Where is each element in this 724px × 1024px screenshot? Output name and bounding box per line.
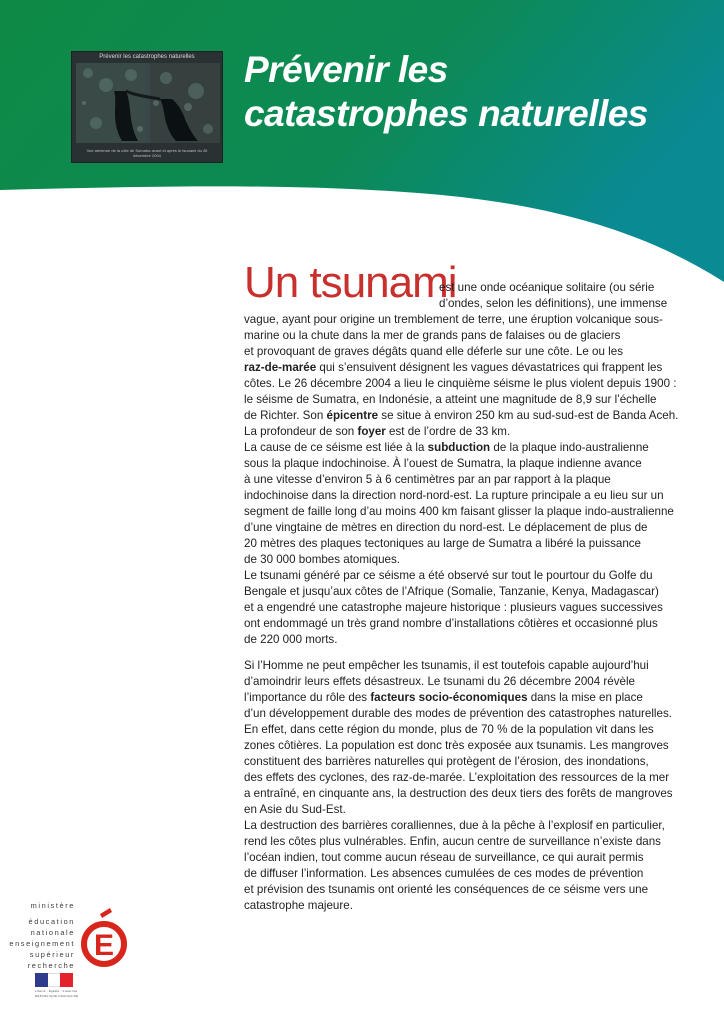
thumbnail-title: Prévenir les catastrophes naturelles: [99, 54, 195, 60]
ministry-text: ministère éducation nationale enseignement supérieur recherche: [9, 901, 75, 970]
text-line: ont endommagé un très grand nombre d’installations côtières et occasionné plus: [244, 617, 658, 630]
ministry-word: ministère: [30, 901, 75, 910]
text-line: à une vitesse d’environ 5 à 6 centimètres par an par rapport à la plaque: [244, 473, 611, 486]
text-line: et prévision des tsunamis ont orienté les conséquences de ce séisme vers une: [244, 883, 649, 896]
text-line: l’importance du rôle des facteurs socio-économiques dans la mise en place: [244, 691, 643, 704]
text-line: en Asie du Sud-Est.: [244, 803, 346, 816]
text-line: segment de faille long d’au moins 400 km faisant glisser la plaque indo-australienne: [244, 505, 674, 518]
text-line: de 30 000 bombes atomiques.: [244, 553, 400, 566]
article-body: [244, 312, 678, 648]
text-line: zones côtières. La population est donc très exposée aux tsunamis. Les mangroves: [244, 739, 669, 752]
text-line: côtes. Le 26 décembre 2004 a lieu le cinquième séisme le plus violent depuis 1900 :: [244, 377, 677, 390]
text-line: d’une vingtaine de mètres en direction du nord-est. Le déplacement de plus de: [244, 521, 648, 534]
text-line: d’ondes, selon les définitions), une immense: [439, 297, 668, 310]
text-line: de diffuser l’information. Les absences cumulées de ces modes de prévention: [244, 867, 644, 880]
text-line: La profondeur de son foyer est de l’ordre de 33 km.: [244, 425, 511, 438]
article-body-part-2: [244, 658, 673, 914]
rf-name: RÉPUBLIQUE FRANÇAISE: [35, 994, 79, 998]
text-line: le séisme de Sumatra, en Indonésie, a atteint une magnitude de 8,9 sur l’échelle: [244, 393, 657, 406]
text-line: et a engendré une catastrophe majeure historique : plusieurs vagues successives: [244, 601, 663, 614]
text-line: et provoquant de graves dégâts quand elle déferle sur une côte. Le ou les: [244, 345, 623, 358]
text-line: Bengale et jusqu’aux côtes de l’Afrique (Somalie, Tanzanie, Kenya, Madagascar): [244, 585, 659, 598]
page-title: [244, 48, 648, 136]
text-line: indochinoise dans la direction nord-nord-est. La rupture principale a eu lieu sur un: [244, 489, 664, 502]
svg-text:E: E: [93, 929, 115, 962]
text-line: 20 mètres des plaques tectoniques au large de Sumatra a libéré la puissance: [244, 537, 642, 550]
lead-text: [439, 280, 667, 312]
lead-heading: Un tsunami: [244, 258, 457, 307]
text-line: vague, ayant pour origine un tremblement de terre, une éruption volcanique sous-: [244, 313, 663, 326]
text-line: a entraîné, en cinquante ans, la destruction des deux tiers des forêts de mangroves: [244, 787, 673, 800]
rf-motto: Liberté · Égalité · Fraternité: [35, 989, 78, 993]
text-line: d’un développement durable des modes de prévention des catastrophes naturelles.: [244, 707, 672, 720]
text-line: constituent des barrières naturelles qui protègent de l’érosion, des inondations,: [244, 755, 649, 768]
text-line: de 220 000 morts.: [244, 633, 338, 646]
text-line: rend les côtes plus vulnérables. Enfin, aucun centre de surveillance n’existe dans: [244, 835, 661, 848]
text-line: des effets des cyclones, des raz-de-marée. L’exploitation des ressources de la mer: [244, 771, 670, 784]
term-foyer: foyer: [357, 425, 386, 438]
text-line: La cause de ce séisme est liée à la subduction de la plaque indo-australienne: [244, 441, 649, 454]
text-line: sous la plaque indochinoise. À l’ouest de Sumatra, la plaque indienne avance: [244, 457, 642, 470]
ministry-logo: [9, 900, 120, 970]
term-epicentre: épicentre: [326, 409, 379, 422]
text-line: d’amoindrir leurs effets désastreux. Le tsunami du 26 décembre 2004 révèle: [244, 675, 635, 688]
term-facteurs-socio-economiques: facteurs socio-économiques: [370, 691, 528, 704]
poster-thumbnail: [71, 51, 223, 163]
text-line: Si l’Homme ne peut empêcher les tsunamis, il est toutefois capable aujourd’hui: [244, 659, 649, 672]
term-raz-de-maree: raz-de-marée: [244, 361, 317, 374]
e-letter-logo: [80, 908, 130, 970]
title-line-2: catastrophes naturelles: [244, 93, 648, 134]
text-line: de Richter. Son épicentre se situe à environ 250 km au sud-sud-est de Banda Aceh.: [244, 409, 679, 422]
text-line: En effet, dans cette région du monde, plus de 70 % de la population vit dans les: [244, 723, 654, 736]
text-line: marine ou la chute dans la mer de grands pans de falaises ou de glaciers: [244, 329, 621, 342]
republique-francaise-logo: [35, 973, 79, 999]
text-line: catastrophe majeure.: [244, 899, 353, 912]
thumbnail-caption: Vue aérienne de la côte de Sumatra avant et après le tsunami du 26 décembre 2004: [86, 148, 208, 158]
term-subduction: subduction: [427, 441, 491, 454]
satellite-image: [76, 63, 220, 143]
text-line: Le tsunami généré par ce séisme a été observé sur tout le pourtour du Golfe du: [244, 569, 653, 582]
title-line-1: Prévenir les: [244, 49, 448, 90]
text-line: est une onde océanique solitaire (ou série: [439, 281, 655, 294]
flag-icon: [35, 973, 73, 987]
text-line: raz-de-marée qui s’ensuivent désignent les vagues dévastatrices qui frappent les: [244, 361, 663, 374]
text-line: l’océan indien, tout comme aucun réseau de surveillance, ce qui aurait permis: [244, 851, 644, 864]
text-line: La destruction des barrières coralliennes, due à la pêche à l’explosif en particulier,: [244, 819, 665, 832]
